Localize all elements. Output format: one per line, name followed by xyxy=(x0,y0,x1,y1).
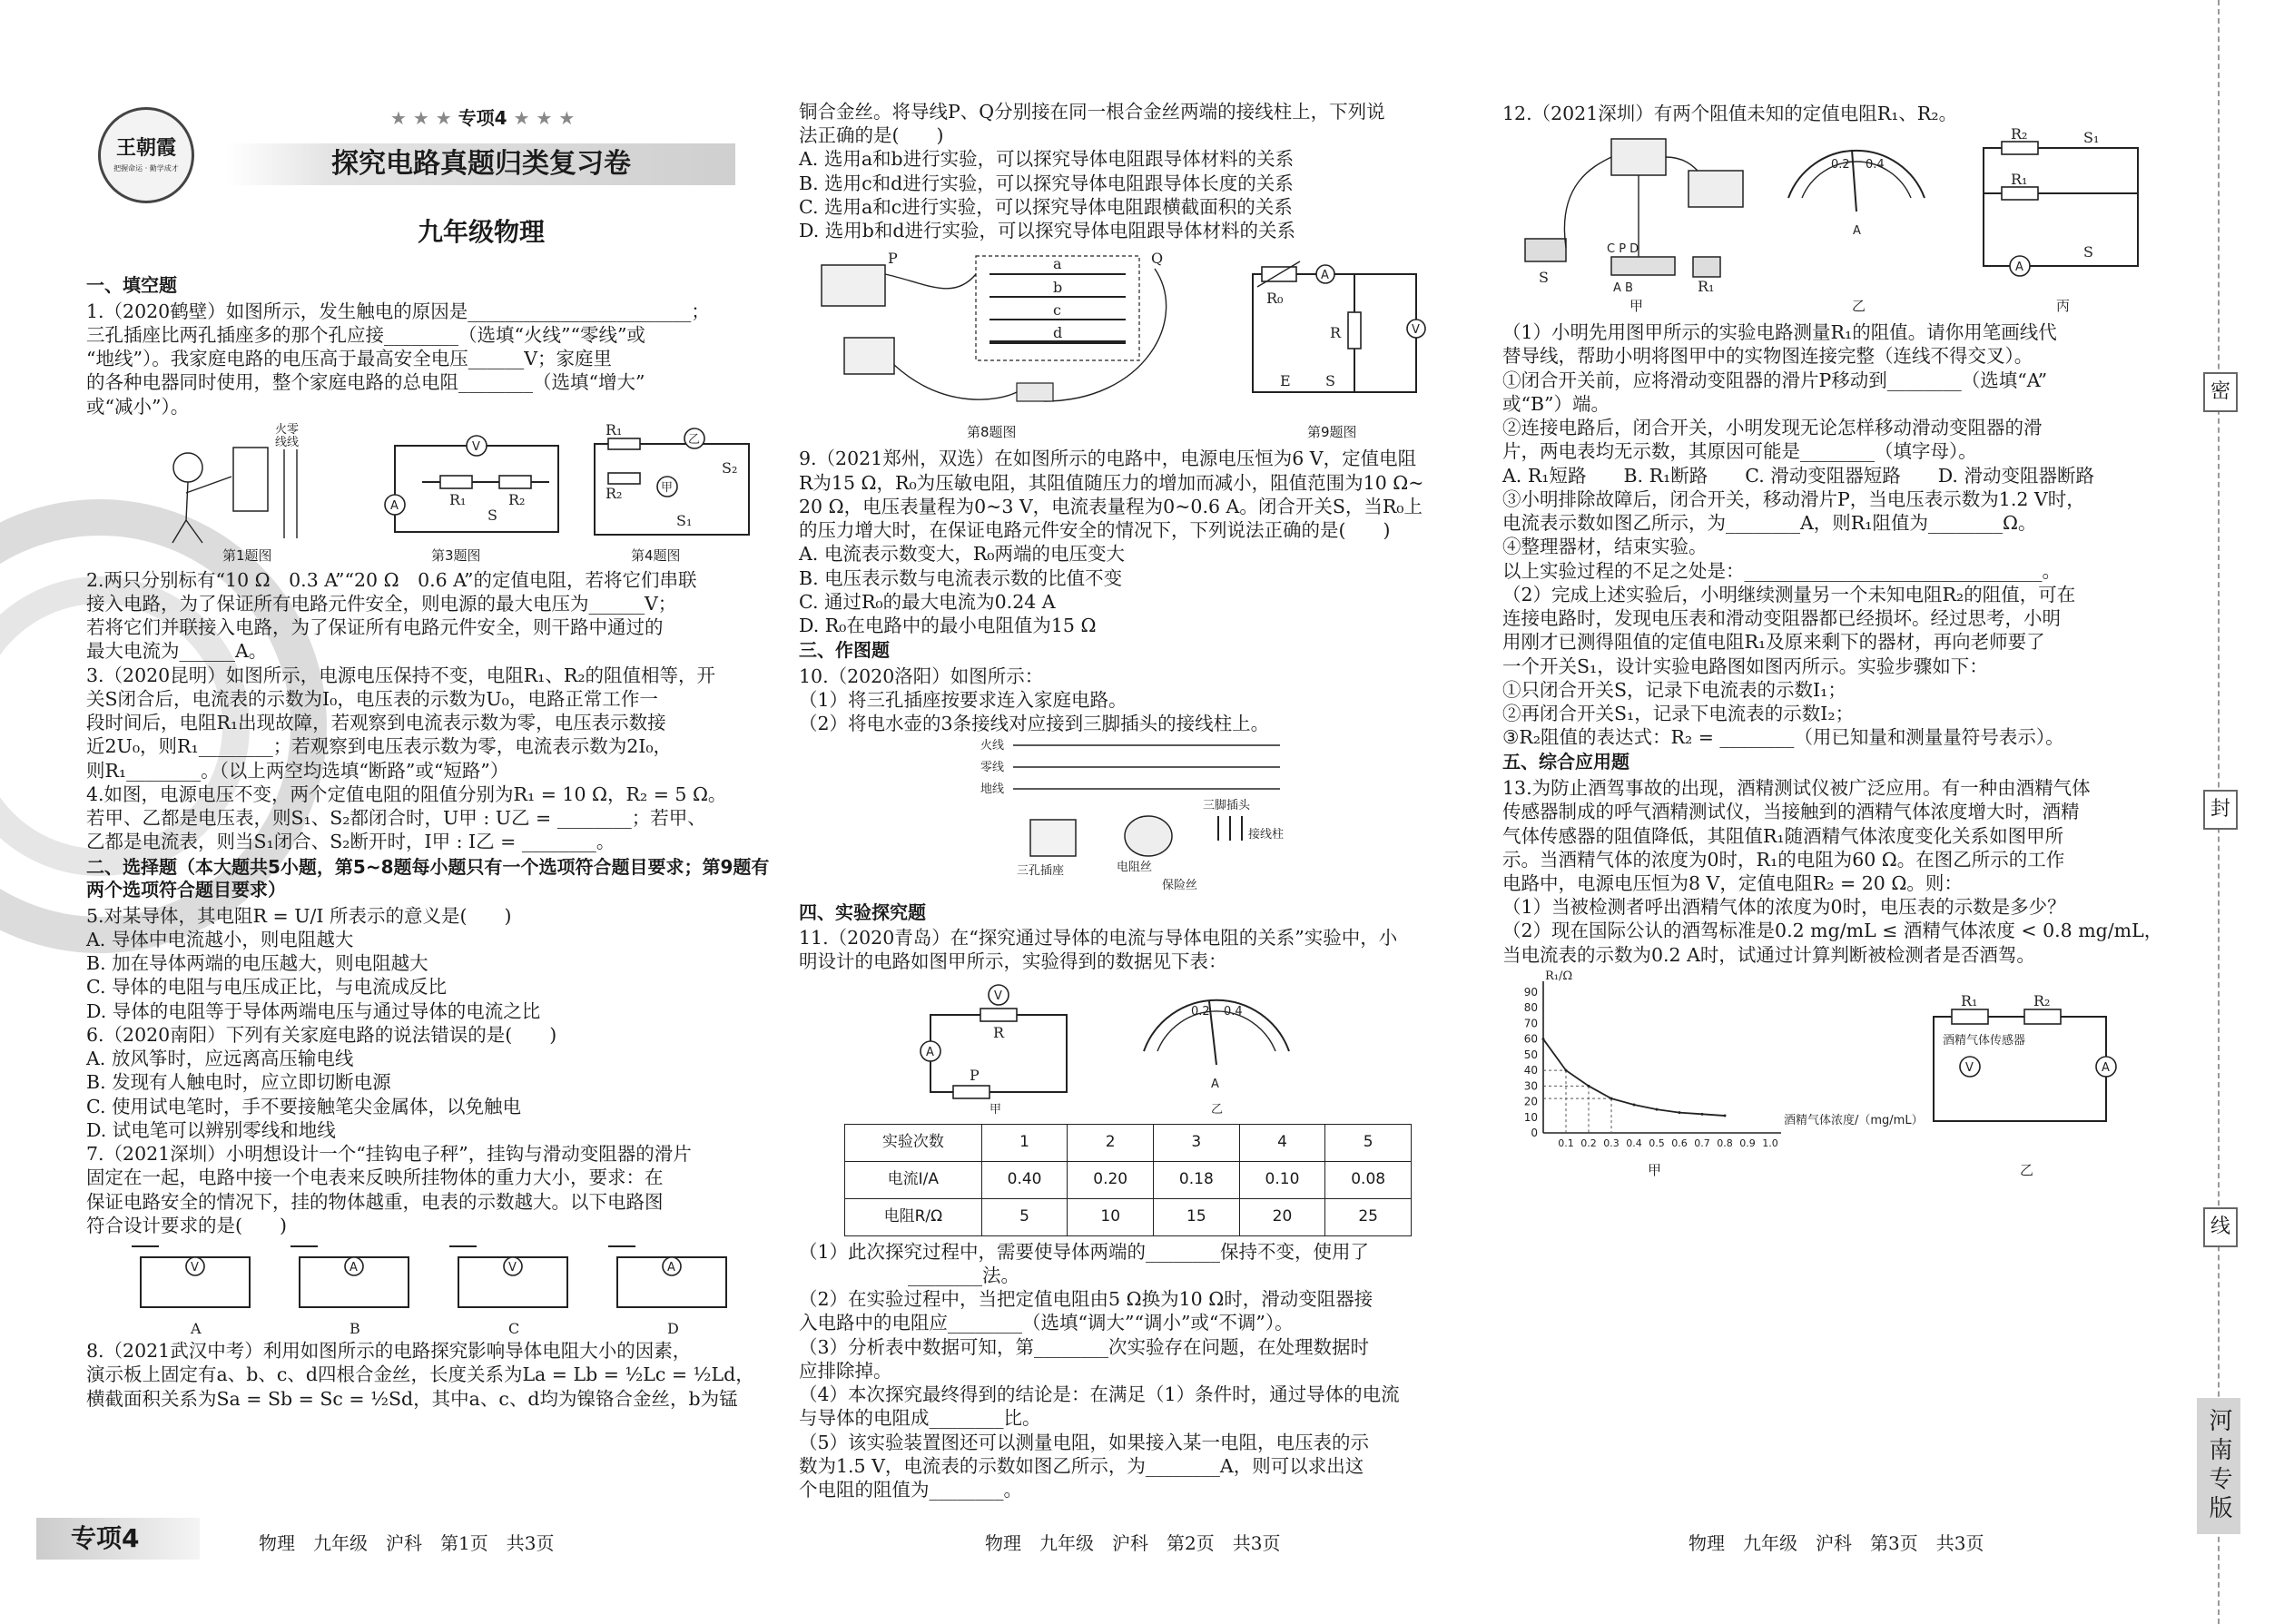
figure-10 xyxy=(799,736,1462,900)
table-header-row: 实验次数 1 2 3 4 5 xyxy=(845,1124,1412,1161)
svg-text:S: S xyxy=(487,506,497,524)
svg-text:三孔插座: 三孔插座 xyxy=(1017,863,1065,878)
x-tick-label: 0.6 xyxy=(1671,1137,1688,1149)
svg-text:V: V xyxy=(1412,323,1420,338)
data-point xyxy=(1724,1114,1727,1117)
caption-fig8: 第8题图 xyxy=(967,424,1017,441)
data-point xyxy=(1588,1085,1590,1088)
svg-text:A: A xyxy=(1853,224,1861,239)
question-1: 1.（2020鹤壁）如图所示，发生触电的原因是________________________； 三孔插座比两孔插座多的那个孔应接________（选填“火线”“零线”或 “地线”）。我家庭电路的电压高于最高安全电压______V；家庭里 的各种电器同时使用，整个家庭电路的总电阻________（选填“增大” 或“减小”）。 xyxy=(86,300,710,418)
seal-char-3: 线 xyxy=(2203,1207,2238,1247)
svg-text:R₂: R₂ xyxy=(605,484,623,502)
y-tick-label: 80 xyxy=(1523,1001,1538,1015)
svg-text:R: R xyxy=(993,1023,1005,1041)
svg-text:V: V xyxy=(472,439,480,454)
caption-yi: 乙 xyxy=(1852,298,1866,315)
question-2: 2.两只分别标有“10 Ω 0.3 A”“20 Ω 0.6 A”的定值电阻，若将它们串联 接入电路，为了保证所有电路元件安全，则电源的最大电压为______V； 若将它们并联接入电路，为了保证所有电路元件安全，则干路中通过的 最大电流为______A。 xyxy=(86,568,697,663)
question-8-cont: 铜合金丝。将导线P、Q分别接在同一根合金丝两端的接线柱上，下列说 法正确的是( ) A. 选用a和b进行实验，可以探究导体电阻跟导体材料的关系 B. 选用c和d进行实验，可以探究导体电阻跟导体长度的关系 C. 选用a和c进行实验，可以探究导体电阻跟横截面积的关系 D. 选用b和d进行实验，可以探究导体电阻跟导体材料的关系 xyxy=(799,101,1385,242)
svg-text:C: C xyxy=(508,1320,520,1338)
figure-12-bing xyxy=(1965,125,2165,293)
caption-fig1: 第1题图 xyxy=(222,546,272,564)
y-tick-label: 60 xyxy=(1523,1032,1538,1046)
svg-text:S₁: S₁ xyxy=(676,511,693,529)
svg-text:P: P xyxy=(888,250,898,268)
figure-12-yi xyxy=(1775,130,1938,293)
svg-text:地线: 地线 xyxy=(980,782,1005,796)
caption-jia: 甲 xyxy=(1629,298,1644,315)
section-heading: 四、实验探究题 xyxy=(799,901,926,923)
figure-1 xyxy=(150,420,331,547)
column-2 xyxy=(799,100,1462,1501)
figure-9 xyxy=(1244,256,1443,415)
svg-text:S: S xyxy=(2083,243,2093,261)
svg-text:0.2: 0.2 xyxy=(1191,1004,1210,1019)
svg-text:B: B xyxy=(350,1320,360,1338)
figure-row-1 xyxy=(86,418,776,568)
y-tick-label: 40 xyxy=(1523,1064,1538,1078)
svg-text:A: A xyxy=(2102,1060,2110,1075)
question-12-parts: （1）小明先用图甲所示的实验电路测量R₁的阻值。请你用笔画线代 替导线，帮助小明将图甲中的实物图连接完整（连线不得交叉）。 ①闭合开关前，应将滑动变阻器的滑片P移动到________（选填“A” 或“B”）端。 ②连接电路后，闭合开关，小明发现无论怎样移动滑动变阻器的滑 片，两电表均无示数，其原因可能是________（填字母）。 A. R₁短路 B. R₁断路 C. 滑动变阻器短路 D. 滑动变阻器断路 ③小明排除故障后，闭合开关，移动滑片P，当电压表示数为1.2 V时， 电流表示数如图乙所示，为________A，则R₁阻值为________Ω。 ④整理器材，结束实验。 以上实验过程的不足之处是：________________________________。 （2）完成上述实验后，小明继续测量另一个未知电阻R₂的阻值，可在 连接电路时，发现电压表和滑动变阻器都已经损坏。经过思考，小明 用刚才已测得阻值的定值电阻R₁及原来剩下的器材，再向老师要了 一个开关S₁，设计实验电路图如图丙所示。实验步骤如下： ①只闭合开关S，记录下电流表的示数I₁； ②再闭合开关S₁，记录下电流表的示数I₂； ③R₂阻值的表达式：R₂ = ________（用已知量和测量量符号表示）。 xyxy=(1502,321,2094,749)
figure-7 xyxy=(123,1239,776,1339)
svg-text:R₁: R₁ xyxy=(1961,991,1978,1009)
svg-text:A: A xyxy=(1321,269,1329,283)
footer-page-2: 物理 九年级 沪科 第2页 共3页 xyxy=(985,1532,1281,1554)
svg-text:R₂: R₂ xyxy=(2033,991,2051,1009)
question-5: 5.对某导体，其电阻R = U/I 所表示的意义是( ) A. 导体中电流越小，则电阻越大 B. 加在导体两端的电压越大，则电阻越大 C. 导体的电阻与电压成正比，与电流成反比 D. 导体的电阻等于导体两端电压与通过导体的电流之比 xyxy=(86,904,541,1022)
caption-fig4: 第4题图 xyxy=(631,546,681,564)
svg-text:R₁: R₁ xyxy=(449,490,467,508)
region-badge: 河南专版 xyxy=(2197,1398,2240,1534)
y-tick-label: 90 xyxy=(1523,985,1538,999)
caption-jia: 甲 xyxy=(1648,1161,1662,1178)
svg-text:V: V xyxy=(191,1261,199,1275)
caption-yi: 乙 xyxy=(2020,1161,2034,1178)
data-point xyxy=(1610,1097,1613,1100)
svg-text:乙: 乙 xyxy=(688,432,701,447)
figure-row-8-9 xyxy=(799,242,1462,447)
svg-text:V: V xyxy=(994,989,1002,1003)
ammeter-dial xyxy=(1126,979,1307,1115)
question-9: 9.（2021郑州，双选）在如图所示的电路中，电源电压恒为6 V，定值电阻 R为15 Ω，R₀为压敏电阻，其阻值随压力的增加而减小，阻值范围为10 Ω~ 20 Ω，电压表量程为0~3 V，电流表量程为0~0.6 A。闭合开关S，当R₀上 的压力增大时，在保证电路元件安全的情况下，下列说法正确的是( ) A. 电流表示数变大，R₀两端的电压变大 B. 电压表示数与电流表示数的比值不变 C. 通过R₀的最大电流为0.24 A D. R₀在电路中的最小电阻值为15 Ω xyxy=(799,448,1424,637)
figure-11-circuit xyxy=(917,979,1098,1115)
figure-12 xyxy=(1502,125,2179,320)
x-tick-label: 0.2 xyxy=(1580,1137,1597,1149)
svg-text:三脚插头: 三脚插头 xyxy=(1203,798,1251,812)
svg-text:R₁: R₁ xyxy=(605,420,623,438)
caption-bing: 丙 xyxy=(2056,298,2071,315)
title-banner xyxy=(227,143,735,185)
y-tick-label: 70 xyxy=(1523,1017,1538,1030)
option-b-circuit xyxy=(290,1246,409,1307)
svg-text:火零: 火零 xyxy=(275,422,300,437)
page-title: 探究电路真题归类复习卷 xyxy=(331,148,631,180)
svg-text:电阻丝: 电阻丝 xyxy=(1117,860,1153,874)
svg-text:d: d xyxy=(1053,324,1063,342)
svg-text:P: P xyxy=(970,1066,980,1084)
svg-text:V: V xyxy=(508,1261,517,1275)
table-row: 电阻R/Ω 5 10 15 20 25 xyxy=(845,1198,1412,1235)
svg-text:酒精气体传感器: 酒精气体传感器 xyxy=(1943,1033,2026,1048)
table-row: 电流I/A 0.40 0.20 0.18 0.10 0.08 xyxy=(845,1161,1412,1198)
data-table xyxy=(844,1124,1412,1236)
svg-text:线线: 线线 xyxy=(275,435,300,449)
svg-text:A: A xyxy=(390,498,399,513)
seal-char-1: 密 xyxy=(2203,372,2238,412)
question-13: 13.为防止酒驾事故的出现，酒精测试仪被广泛应用。有一种由酒精气体 传感器制成的呼气酒精测试仪，当接触到的酒精气体浓度增大时，酒精 气体传感器的阻值降低，其阻值R₁随酒精气体浓度变化关系如图甲所 示。当酒精气体的浓度为0时，R₁的电阻为60 Ω。在图乙所示的工作 电路中，电源电压恒为8 V，定值电阻R₂ = 20 Ω。则： （1）当被检测者呼出酒精气体的浓度为0时，电压表的示数是多少？ （2）现在国际公认的酒驾标准是0.2 mg/mL ≤ 酒精气体浓度 < 0.8 mg/mL， 当电流表的示数为0.2 A时，试通过计算判断被检测者是否酒驾。 xyxy=(1502,777,2163,966)
binding-margin xyxy=(2201,0,2238,1624)
svg-text:S: S xyxy=(1325,372,1335,390)
footer-page-1: 物理 九年级 沪科 第1页 共3页 xyxy=(259,1532,555,1554)
svg-text:0.4: 0.4 xyxy=(1866,158,1885,172)
y-axis-label: R₁/Ω xyxy=(1545,969,1573,983)
svg-text:甲: 甲 xyxy=(661,480,674,495)
data-point xyxy=(1565,1069,1568,1072)
svg-text:E: E xyxy=(1280,372,1291,390)
svg-text:R: R xyxy=(1330,324,1342,342)
svg-text:R₁: R₁ xyxy=(2011,171,2028,189)
svg-text:b: b xyxy=(1053,279,1063,297)
x-tick-label: 0.9 xyxy=(1739,1137,1756,1149)
figure-4 xyxy=(586,418,767,546)
svg-text:A: A xyxy=(926,1045,934,1059)
svg-text:甲: 甲 xyxy=(989,1102,1002,1117)
question-11-parts: （1）此次探究过程中，需要使导体两端的________保持不变，使用了 ________法。 （2）在实验过程中，当把定值电阻由5 Ω换为10 Ω时，滑动变阻器接 入电路中的电阻应________（选填“调大”“调小”或“不调”）。 （3）分析表中数据可知，第________次实验存在问题，在处理数据时 应排除掉。 （4）本次探究最终得到的结论是：在满足（1）条件时，通过导体的电流 与导体的电阻成________比。 （5）该实验装置图还可以测量电阻，如果接入某一电阻，电压表的示 数为1.5 V，电流表的示数如图乙所示，为________A，则可以求出这 个电阻的阻值为________。 xyxy=(799,1240,1400,1501)
special-title: ★ ★ ★ 专项4 ★ ★ ★ xyxy=(390,107,576,129)
seal-char-2: 封 xyxy=(2203,790,2238,830)
y-tick-label: 20 xyxy=(1523,1095,1538,1108)
option-c-circuit xyxy=(449,1246,567,1307)
svg-text:零线: 零线 xyxy=(980,760,1005,774)
svg-text:Q: Q xyxy=(1151,250,1164,268)
section-heading: 二、选择题（本大题共5小题，第5~8题每小题只有一个选项符合题目要求；第9题有两个选项符合题目要求） xyxy=(86,855,770,901)
svg-text:A: A xyxy=(2015,261,2023,275)
svg-text:A: A xyxy=(1211,1077,1219,1091)
svg-text:S₂: S₂ xyxy=(722,458,738,477)
svg-text:S₁: S₁ xyxy=(2083,129,2100,147)
svg-text:c: c xyxy=(1053,301,1061,320)
footer-tag: 专项4 xyxy=(36,1518,200,1560)
svg-text:S: S xyxy=(1539,269,1549,287)
figure-3 xyxy=(386,418,567,546)
subtitle: 九年级物理 xyxy=(418,217,546,247)
header xyxy=(91,91,753,272)
question-7: 7.（2021深圳）小明想设计一个“挂钩电子秤”，挂钩与滑动变阻器的滑片 固定在一起，电路中接一个电表来反映所挂物体的重力大小，要求：在 保证电路安全的情况下，挂的物体越重，电表的示数越大。以下电路图 符合设计要求的是( ) xyxy=(86,1143,692,1236)
caption-fig9: 第9题图 xyxy=(1307,424,1357,441)
x-tick-label: 0.5 xyxy=(1649,1137,1665,1149)
svg-text:保险丝: 保险丝 xyxy=(1162,878,1198,892)
x-tick-label: 1.0 xyxy=(1762,1137,1778,1149)
question-12: 12.（2021深圳）有两个阻值未知的定值电阻R₁、R₂。 xyxy=(1502,103,1958,124)
svg-text:A: A xyxy=(350,1261,358,1275)
question-6: 6.（2020南阳）下列有关家庭电路的说法错误的是( ) A. 放风筝时，应远离高压输电线 B. 发现有人触电时，应立即切断电源 C. 使用试电笔时，手不要接触笔尖金属体，以免触电 D. 试电笔可以辨别零线和地线 xyxy=(86,1023,557,1141)
svg-text:R₀: R₀ xyxy=(1266,290,1284,308)
question-10: 10.（2020洛阳）如图所示： （1）将三孔插座按要求连入家庭电路。 （2）将电水壶的3条接线对应接到三脚插头的接线柱上。 xyxy=(799,664,1270,735)
svg-text:火线: 火线 xyxy=(980,738,1005,753)
data-point xyxy=(1701,1113,1704,1116)
option-a-circuit xyxy=(132,1246,250,1307)
figure-13-circuit xyxy=(1915,991,2151,1135)
data-point xyxy=(1679,1111,1681,1114)
brand-name: 王朝霞 xyxy=(115,136,176,160)
figure-10-diagram xyxy=(980,736,1289,895)
data-point xyxy=(1633,1103,1636,1106)
option-d-circuit xyxy=(608,1246,726,1307)
x-tick-label: 0.8 xyxy=(1717,1137,1733,1149)
resistance-chart xyxy=(1502,969,1924,1165)
column-1 xyxy=(86,272,776,1411)
brand-logo xyxy=(98,107,194,203)
figure-12-jia xyxy=(1502,130,1775,296)
svg-text:乙: 乙 xyxy=(1211,1102,1224,1117)
svg-text:V: V xyxy=(1965,1060,1974,1075)
svg-text:R₂: R₂ xyxy=(2011,125,2028,143)
svg-text:接线柱: 接线柱 xyxy=(1248,827,1285,842)
svg-text:0.4: 0.4 xyxy=(1224,1004,1243,1019)
figure-8 xyxy=(817,247,1198,424)
section-heading: 一、填空题 xyxy=(86,274,177,296)
section-heading: 五、综合应用题 xyxy=(1502,751,1629,773)
question-8: 8.（2021武汉中考）利用如图所示的电路探究影响导体电阻大小的因素， 演示板上固定有a、b、c、d四根合金丝，长度关系为La = Lb = ½Lc = ½Ld， 横截面积关系为Sa = Sb = Sc = ½Sd，其中a、c、d均为镍铬合金丝，b为锰 xyxy=(86,1340,754,1410)
svg-text:R₁: R₁ xyxy=(1698,278,1715,296)
question-3: 3.（2020昆明）如图所示，电源电压保持不变，电阻R₁、R₂的阻值相等，开 关S闭合后，电流表的示数为I₀，电压表的示数为U₀，电路正常工作一 段时间后，电阻R₁出现故障，若观察到电流表示数为零，电压表示数接 近2U₀，则R₁________；若观察到电压表示数为零，电流表示数为2I₀， 则R₁________。（以上两空均选填“断路”或“短路”） xyxy=(86,664,716,782)
x-tick-label: 0.3 xyxy=(1603,1137,1620,1149)
y-tick-label: 10 xyxy=(1523,1110,1538,1124)
section-heading: 三、作图题 xyxy=(799,639,890,662)
x-axis-label: 酒精气体浓度/（mg/mL） xyxy=(1784,1113,1924,1127)
svg-text:0.2: 0.2 xyxy=(1831,158,1850,172)
x-tick-label: 0.4 xyxy=(1626,1137,1642,1149)
svg-text:A B: A B xyxy=(1613,281,1633,296)
svg-text:D: D xyxy=(667,1320,679,1338)
svg-text:A: A xyxy=(667,1261,675,1275)
svg-text:a: a xyxy=(1053,255,1062,273)
question-11: 11.（2020青岛）在“探究通过导体的电流与导体电阻的关系”实验中，小 明设计的电路如图甲所示，实验得到的数据见下表： xyxy=(799,927,1398,973)
data-point xyxy=(1656,1108,1659,1111)
figure-13 xyxy=(1502,967,2179,1176)
y-tick-label: 30 xyxy=(1523,1079,1538,1093)
x-tick-label: 0.7 xyxy=(1694,1137,1710,1149)
footer-page-3: 物理 九年级 沪科 第3页 共3页 xyxy=(1689,1532,1984,1554)
y-tick-label: 50 xyxy=(1523,1048,1538,1061)
figure-11 xyxy=(799,974,1462,1124)
brand-subline: 把握命运 · 勤学成才 xyxy=(113,164,179,173)
caption-fig3: 第3题图 xyxy=(431,546,481,564)
data-point xyxy=(1542,1038,1545,1040)
svg-text:A: A xyxy=(191,1320,202,1338)
svg-text:C P D: C P D xyxy=(1607,242,1639,257)
x-tick-label: 0.1 xyxy=(1558,1137,1574,1149)
figure-7-options xyxy=(86,1237,776,1339)
question-4: 4.如图，电源电压不变，两个定值电阻的阻值分别为R₁ = 10 Ω，R₂ = 5 Ω。 若甲、乙都是电压表，则S₁、S₂都闭合时，U甲 : U乙 = ________；若甲、 乙都是电流表，则当S₁闭合、S₂断开时，I甲 : I乙 = ________。 xyxy=(86,782,727,853)
svg-text:R₂: R₂ xyxy=(508,490,526,508)
y-tick-label: 0 xyxy=(1531,1126,1538,1139)
column-3 xyxy=(1502,102,2179,1176)
